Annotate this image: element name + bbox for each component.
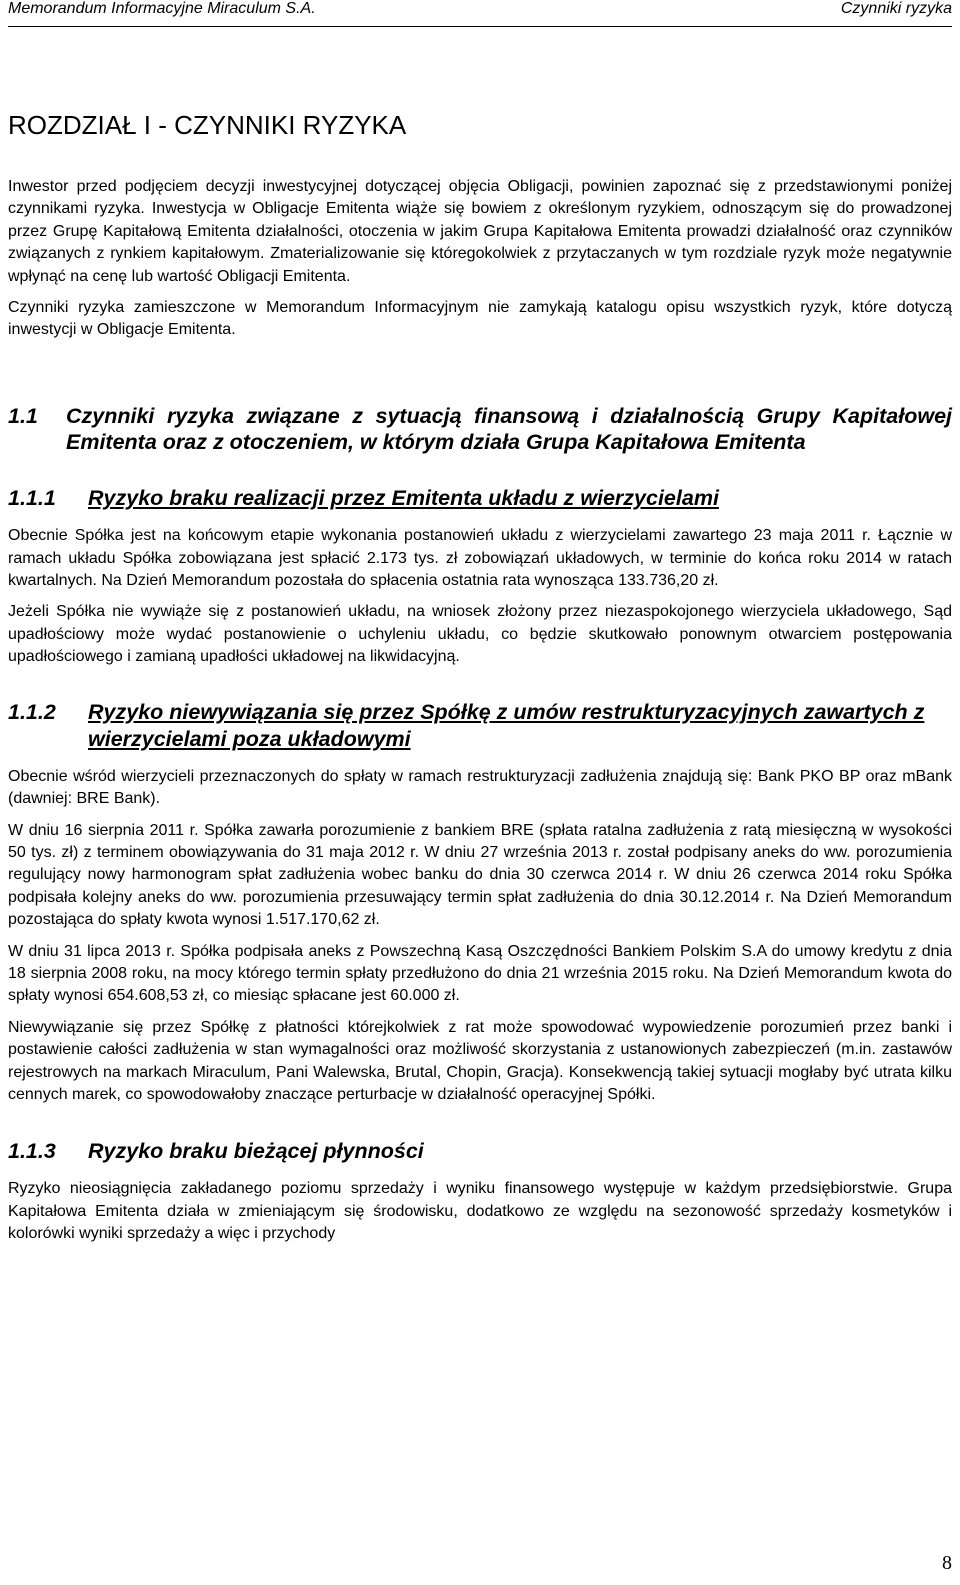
body-paragraph: Jeżeli Spółka nie wywiąże się z postanowień układu, na wniosek złożony przez niezaspokojonego wierzyciela układowego, Sąd upadłościowy może wydać postanowienie o uchyleniu układu, co będzie skutkowało ponownym otwarciem postępowania upadłościowego i zamianą upadłości układowej na likwidacyjną. xyxy=(8,603,952,666)
subsection-heading-1-1-2 xyxy=(8,699,952,753)
body-paragraph: Obecnie wśród wierzycieli przeznaczonych do spłaty w ramach restrukturyzacji zadłużenia znajdują się: Bank PKO BP oraz mBank (dawniej: BRE Bank). xyxy=(8,767,952,808)
header-document-title: Memorandum Informacyjne Miraculum S.A. xyxy=(8,0,316,17)
section-number: 1.1 xyxy=(8,403,38,428)
subsection-title: Ryzyko braku bieżącej płynności xyxy=(88,1139,424,1164)
header-section-name: Czynniki ryzyka xyxy=(840,0,952,17)
body-paragraph: W dniu 16 sierpnia 2011 r. Spółka zawarła porozumienie z bankiem BRE (spłata ratalna zadłużenia z ratą miesięczną w wysokości 50 tys. zł) z terminem obowiązywania do 31 maja 2012 r. W dniu 27 września 2013 r. został podpisany aneks do ww. porozumienia regulujący nowy harmonogram spłat zadłużenia wobec banku do dnia 30 czerwca 2014 r. W dniu 26 czerwca 2014 roku Spółka podpisała kolejny aneks do ww. porozumienia przesuwający termin spłat zadłużenia do dnia 30.12.2014 r. Na Dzień Memorandum pozostająca do spłaty kwota wynosi 1.517.170,62 zł. xyxy=(8,821,952,929)
subsection-heading-1-1-3 xyxy=(8,1138,952,1165)
section-title: Czynniki ryzyka związane z sytuacją finansową i działalnością Grupy Kapitałowej Emitenta oraz z otoczeniem, w którym działa Grupa Kapitałowa Emitenta xyxy=(66,403,952,455)
subsection-heading-1-1-1 xyxy=(8,485,952,512)
subsection-title: Ryzyko niewywiązania się przez Spółkę z umów restrukturyzacyjnych zawartych z wierzycielami poza układowymi xyxy=(88,699,925,751)
intro-paragraph: Czynniki ryzyka zamieszczone w Memorandum Informacyjnym nie zamykają katalogu opisu wszystkich ryzyk, które dotyczą inwestycji w Obligacje Emitenta. xyxy=(8,299,952,339)
body-paragraph: Obecnie Spółka jest na końcowym etapie wykonania postanowień układu z wierzycielami zawartego 23 maja 2011 r. Łącznie w ramach układu Spółka zobowiązana jest spłacić 2.173 tys. zł zobowiązań układowych, w terminie do końca roku 2014 w ratach kwartalnych. Na Dzień Memorandum pozostała do spłacenia ostatnia rata wynosząca 133.736,20 zł. xyxy=(8,527,952,590)
body-paragraph: Niewywiązanie się przez Spółkę z płatności którejkolwiek z rat może spowodować wypowiedzenie porozumień przez banki i postawienie całości zadłużenia w stan wymagalności oraz możliwość skorzystania z ustanowionych zabezpieczeń (m.in. zastawów rejestrowych na markach Miraculum, Pani Walewska, Brutal, Chopin, Gracja). Konsekwencją takiej sytuacji mogłaby być utrata kilku cennych marek, co spowodowałoby znaczące perturbacje w działalność operacyjnej Spółki. xyxy=(8,1018,952,1103)
intro-paragraph: Inwestor przed podjęciem decyzji inwestycyjnej dotyczącej objęcia Obligacji, powinien zapoznać się z przedstawionymi poniżej czynnikami ryzyka. Inwestycja w Obligacje Emitenta wiąże się bowiem z określonym ryzykiem, odnoszącym się do prowadzonej przez Grupę Kapitałową Emitenta działalności, otoczenia w jakim Grupa Kapitałowa Emitenta prowadzi działalność oraz czynników związanych z rynkiem kapitałowym. Zmaterializowanie się któregokolwiek z przytaczanych w tym rozdziale ryzyk może negatywnie wpłynąć na cenę lub wartość Obligacji Emitenta. xyxy=(8,178,952,285)
body-paragraph: Ryzyko nieosiągnięcia zakładanego poziomu sprzedaży i wyniku finansowego występuje w każdym przedsiębiorstwie. Grupa Kapitałowa Emitenta działa w zmieniającym się środowisku, dodatkowo ze względu na sezonowość sprzedaży kosmetyków i kolorówki wyniki sprzedaży a więc i przychody xyxy=(8,1180,952,1243)
subsection-title: Ryzyko braku realizacji przez Emitenta układu z wierzycielami xyxy=(88,486,719,511)
body-paragraph: W dniu 31 lipca 2013 r. Spółka podpisała aneks z Powszechną Kasą Oszczędności Bankiem Polskim S.A do umowy kredytu z dnia 18 sierpnia 2008 roku, na mocy którego termin spłaty przedłużono do dnia 21 września 2015 roku. Na Dzień Memorandum kwota do spłaty wynosi 654.608,53 zł, co miesiąc spłacane jest 60.000 zł. xyxy=(8,942,952,1005)
page-content xyxy=(8,108,952,1246)
subsection-number: 1.1.3 xyxy=(8,1139,56,1164)
section-heading-1-1 xyxy=(8,403,952,455)
running-header xyxy=(8,0,952,27)
chapter-title: ROZDZIAŁ I - CZYNNIKI RYZYKA xyxy=(8,110,407,140)
subsection-number: 1.1.2 xyxy=(8,699,56,724)
subsection-number: 1.1.1 xyxy=(8,486,56,511)
page-number: 8 xyxy=(942,1552,952,1574)
